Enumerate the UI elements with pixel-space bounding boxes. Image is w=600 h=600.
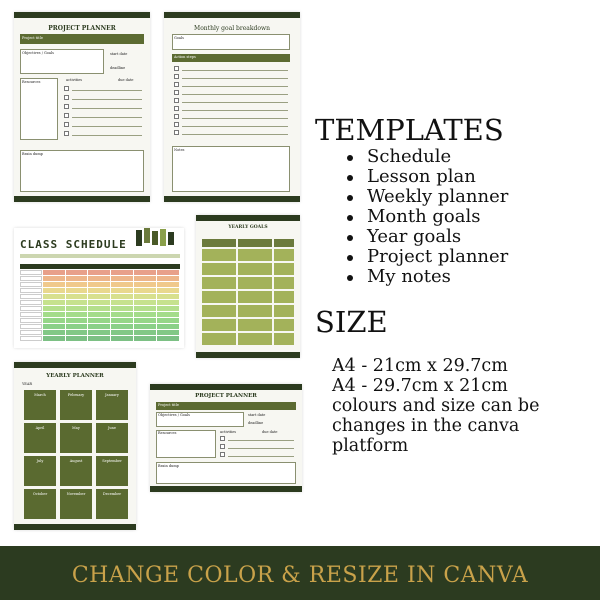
schedule-cell (43, 294, 65, 299)
size-description (332, 356, 582, 456)
project-title-label: Project title (158, 403, 179, 407)
schedule-cell (157, 300, 179, 305)
schedule-cell (111, 270, 133, 275)
goals-cell (202, 249, 236, 261)
monthly-goal-thumbnail (164, 12, 300, 202)
thumbnail-title: YEARLY PLANNER (46, 373, 104, 379)
list-item: Lesson plan (345, 167, 508, 187)
schedule-cell (88, 324, 110, 329)
schedule-cell (20, 276, 42, 281)
month-cell: June (96, 423, 128, 453)
size-line: platform (332, 436, 409, 456)
goals-cell (202, 263, 236, 275)
bottom-bar (14, 524, 136, 530)
month-cell: October (24, 489, 56, 519)
bottom-bar (14, 196, 150, 202)
schedule-cell (134, 270, 156, 275)
project-planner-landscape-thumbnail (150, 384, 302, 492)
list-item: My notes (345, 267, 508, 287)
schedule-cell (88, 318, 110, 323)
schedule-cell (111, 306, 133, 311)
top-bar (14, 362, 136, 368)
goals-cell (238, 277, 272, 289)
goals-box (172, 34, 290, 50)
list-item: Schedule (345, 147, 508, 167)
schedule-cell (111, 282, 133, 287)
bottom-bar (164, 196, 300, 202)
goals-cell (274, 249, 294, 261)
schedule-cell (111, 294, 133, 299)
schedule-cell (111, 336, 133, 341)
brain-dump-label: Brain dump (158, 464, 179, 468)
schedule-cell (43, 276, 65, 281)
goals-cell (274, 319, 294, 331)
month-cell: May (60, 423, 92, 453)
schedule-cell (134, 312, 156, 317)
class-schedule-thumbnail (14, 228, 184, 348)
schedule-cell (157, 318, 179, 323)
objectives-label: Objectives / Goals (22, 51, 54, 55)
notes-label: Notes (174, 148, 185, 152)
schedule-cell (66, 306, 88, 311)
schedule-cell (88, 270, 110, 275)
list-item: Month goals (345, 207, 508, 227)
schedule-cell (111, 276, 133, 281)
schedule-cell (20, 324, 42, 329)
month-cell: January (96, 390, 128, 420)
activities-label: activities (66, 78, 83, 82)
goals-header-cell (202, 239, 236, 247)
start-date-label: start date (248, 413, 266, 417)
banner-text: CHANGE COLOR & RESIZE IN CANVA (71, 563, 529, 588)
schedule-cell (43, 282, 65, 287)
month-cell: February (60, 390, 92, 420)
schedule-cell (66, 324, 88, 329)
top-bar (164, 12, 300, 18)
schedule-cell (20, 318, 42, 323)
schedule-cell (134, 300, 156, 305)
thumbnail-title: YEARLY GOALS (228, 225, 268, 230)
schedule-cell (43, 270, 65, 275)
schedule-cell (157, 270, 179, 275)
schedule-cell (66, 336, 88, 341)
project-planner-thumbnail (14, 12, 150, 202)
size-heading: SIZE (315, 305, 388, 339)
schedule-cell (157, 312, 179, 317)
schedule-cell (157, 294, 179, 299)
size-line: colours and size can be (332, 396, 540, 416)
list-item: Year goals (345, 227, 508, 247)
schedule-cell (20, 300, 42, 305)
schedule-cell (43, 324, 65, 329)
size-line: changes in the canva (332, 416, 520, 436)
resources-label: Resources (22, 80, 41, 84)
schedule-cell (88, 330, 110, 335)
schedule-cell (88, 288, 110, 293)
top-bar (14, 12, 150, 18)
brain-dump-box (20, 150, 144, 192)
schedule-cell (157, 276, 179, 281)
objectives-label: Objectives / Goals (158, 413, 190, 417)
goals-cell (238, 263, 272, 275)
goals-cell (202, 319, 236, 331)
goals-cell (202, 305, 236, 317)
bottom-bar (196, 352, 300, 358)
schedule-cell (20, 330, 42, 335)
schedule-cell (88, 282, 110, 287)
goals-cell (202, 291, 236, 303)
schedule-cell (134, 282, 156, 287)
schedule-cell (134, 330, 156, 335)
schedule-cell (66, 270, 88, 275)
schedule-cell (157, 324, 179, 329)
goals-cell (274, 277, 294, 289)
schedule-cell (43, 312, 65, 317)
goals-cell (274, 291, 294, 303)
schedule-cell (157, 336, 179, 341)
notes-box (172, 146, 290, 192)
schedule-cell (88, 306, 110, 311)
schedule-cell (43, 318, 65, 323)
schedule-cell (66, 318, 88, 323)
thumbnail-title: PROJECT PLANNER (48, 25, 116, 32)
goals-cell (238, 333, 272, 345)
schedule-cell (20, 282, 42, 287)
schedule-cell (20, 336, 42, 341)
schedule-cell (20, 312, 42, 317)
schedule-cell (66, 282, 88, 287)
action-steps-label: Action steps (174, 55, 196, 59)
month-cell: July (24, 456, 56, 486)
goals-header-cell (238, 239, 272, 247)
schedule-cell (111, 288, 133, 293)
goals-cell (238, 319, 272, 331)
goals-cell (238, 291, 272, 303)
schedule-cell (111, 318, 133, 323)
month-cell: August (60, 456, 92, 486)
schedule-cell (20, 270, 42, 275)
schedule-cell (66, 330, 88, 335)
brain-dump-label: Brain dump (22, 152, 43, 156)
resources-label: Resources (158, 431, 177, 435)
schedule-cell (134, 306, 156, 311)
month-cell: March (24, 390, 56, 420)
templates-heading: TEMPLATES (315, 113, 504, 147)
yearly-planner-thumbnail (14, 362, 136, 530)
top-bar (196, 215, 300, 221)
schedule-cell (134, 324, 156, 329)
start-date-label: start date (110, 52, 128, 56)
schedule-cell (157, 282, 179, 287)
schedule-cell (157, 306, 179, 311)
list-item: Project planner (345, 247, 508, 267)
deadline-label: deadline (110, 66, 126, 70)
schedule-cell (88, 312, 110, 317)
thumbnail-title: CLASS SCHEDULE (20, 238, 127, 251)
goals-cell (202, 333, 236, 345)
activities-label: activities (220, 430, 237, 434)
schedule-cell (43, 336, 65, 341)
schedule-cell (134, 318, 156, 323)
goals-cell (238, 249, 272, 261)
schedule-cell (66, 294, 88, 299)
goals-header-cell (274, 239, 294, 247)
size-line: A4 - 29.7cm x 21cm (332, 376, 508, 396)
schedule-cell (111, 324, 133, 329)
schedule-cell (20, 294, 42, 299)
goals-label: Goals (174, 36, 184, 40)
schedule-cell (43, 306, 65, 311)
schedule-cell (43, 288, 65, 293)
schedule-cell (66, 288, 88, 293)
thumbnail-title: Monthly goal breakdown (194, 25, 270, 32)
month-cell: December (96, 489, 128, 519)
schedule-cell (66, 312, 88, 317)
month-cell: September (96, 456, 128, 486)
yearly-goals-thumbnail (196, 215, 300, 358)
schedule-cell (66, 300, 88, 305)
schedule-cell (134, 276, 156, 281)
goals-cell (238, 305, 272, 317)
size-line: A4 - 21cm x 29.7cm (332, 356, 508, 376)
schedule-cell (20, 306, 42, 311)
goals-cell (274, 263, 294, 275)
schedule-cell (134, 288, 156, 293)
due-date-label: due date (118, 78, 134, 82)
schedule-cell (157, 288, 179, 293)
bottom-bar (150, 486, 302, 492)
schedule-cell (134, 294, 156, 299)
due-date-label: due date (262, 430, 278, 434)
schedule-cell (66, 276, 88, 281)
goals-cell (274, 305, 294, 317)
month-cell: April (24, 423, 56, 453)
schedule-cell (111, 312, 133, 317)
schedule-cell (111, 330, 133, 335)
schedule-cell (88, 336, 110, 341)
goals-cell (202, 277, 236, 289)
thumbnail-title: PROJECT PLANNER (195, 393, 257, 399)
project-title-label: Project title (22, 36, 43, 40)
schedule-cell (134, 336, 156, 341)
schedule-cell (88, 300, 110, 305)
schedule-cell (43, 330, 65, 335)
schedule-cell (43, 300, 65, 305)
top-bar (150, 384, 302, 390)
schedule-cell (20, 288, 42, 293)
schedule-cell (157, 330, 179, 335)
schedule-cell (88, 294, 110, 299)
pencils-icon (132, 228, 184, 250)
deadline-label: deadline (248, 421, 264, 425)
month-cell: November (60, 489, 92, 519)
year-label: YEAR (22, 382, 33, 386)
resources-box (20, 78, 58, 140)
goals-cell (274, 333, 294, 345)
templates-list (345, 147, 508, 287)
list-item: Weekly planner (345, 187, 508, 207)
schedule-cell (111, 300, 133, 305)
schedule-cell (88, 276, 110, 281)
